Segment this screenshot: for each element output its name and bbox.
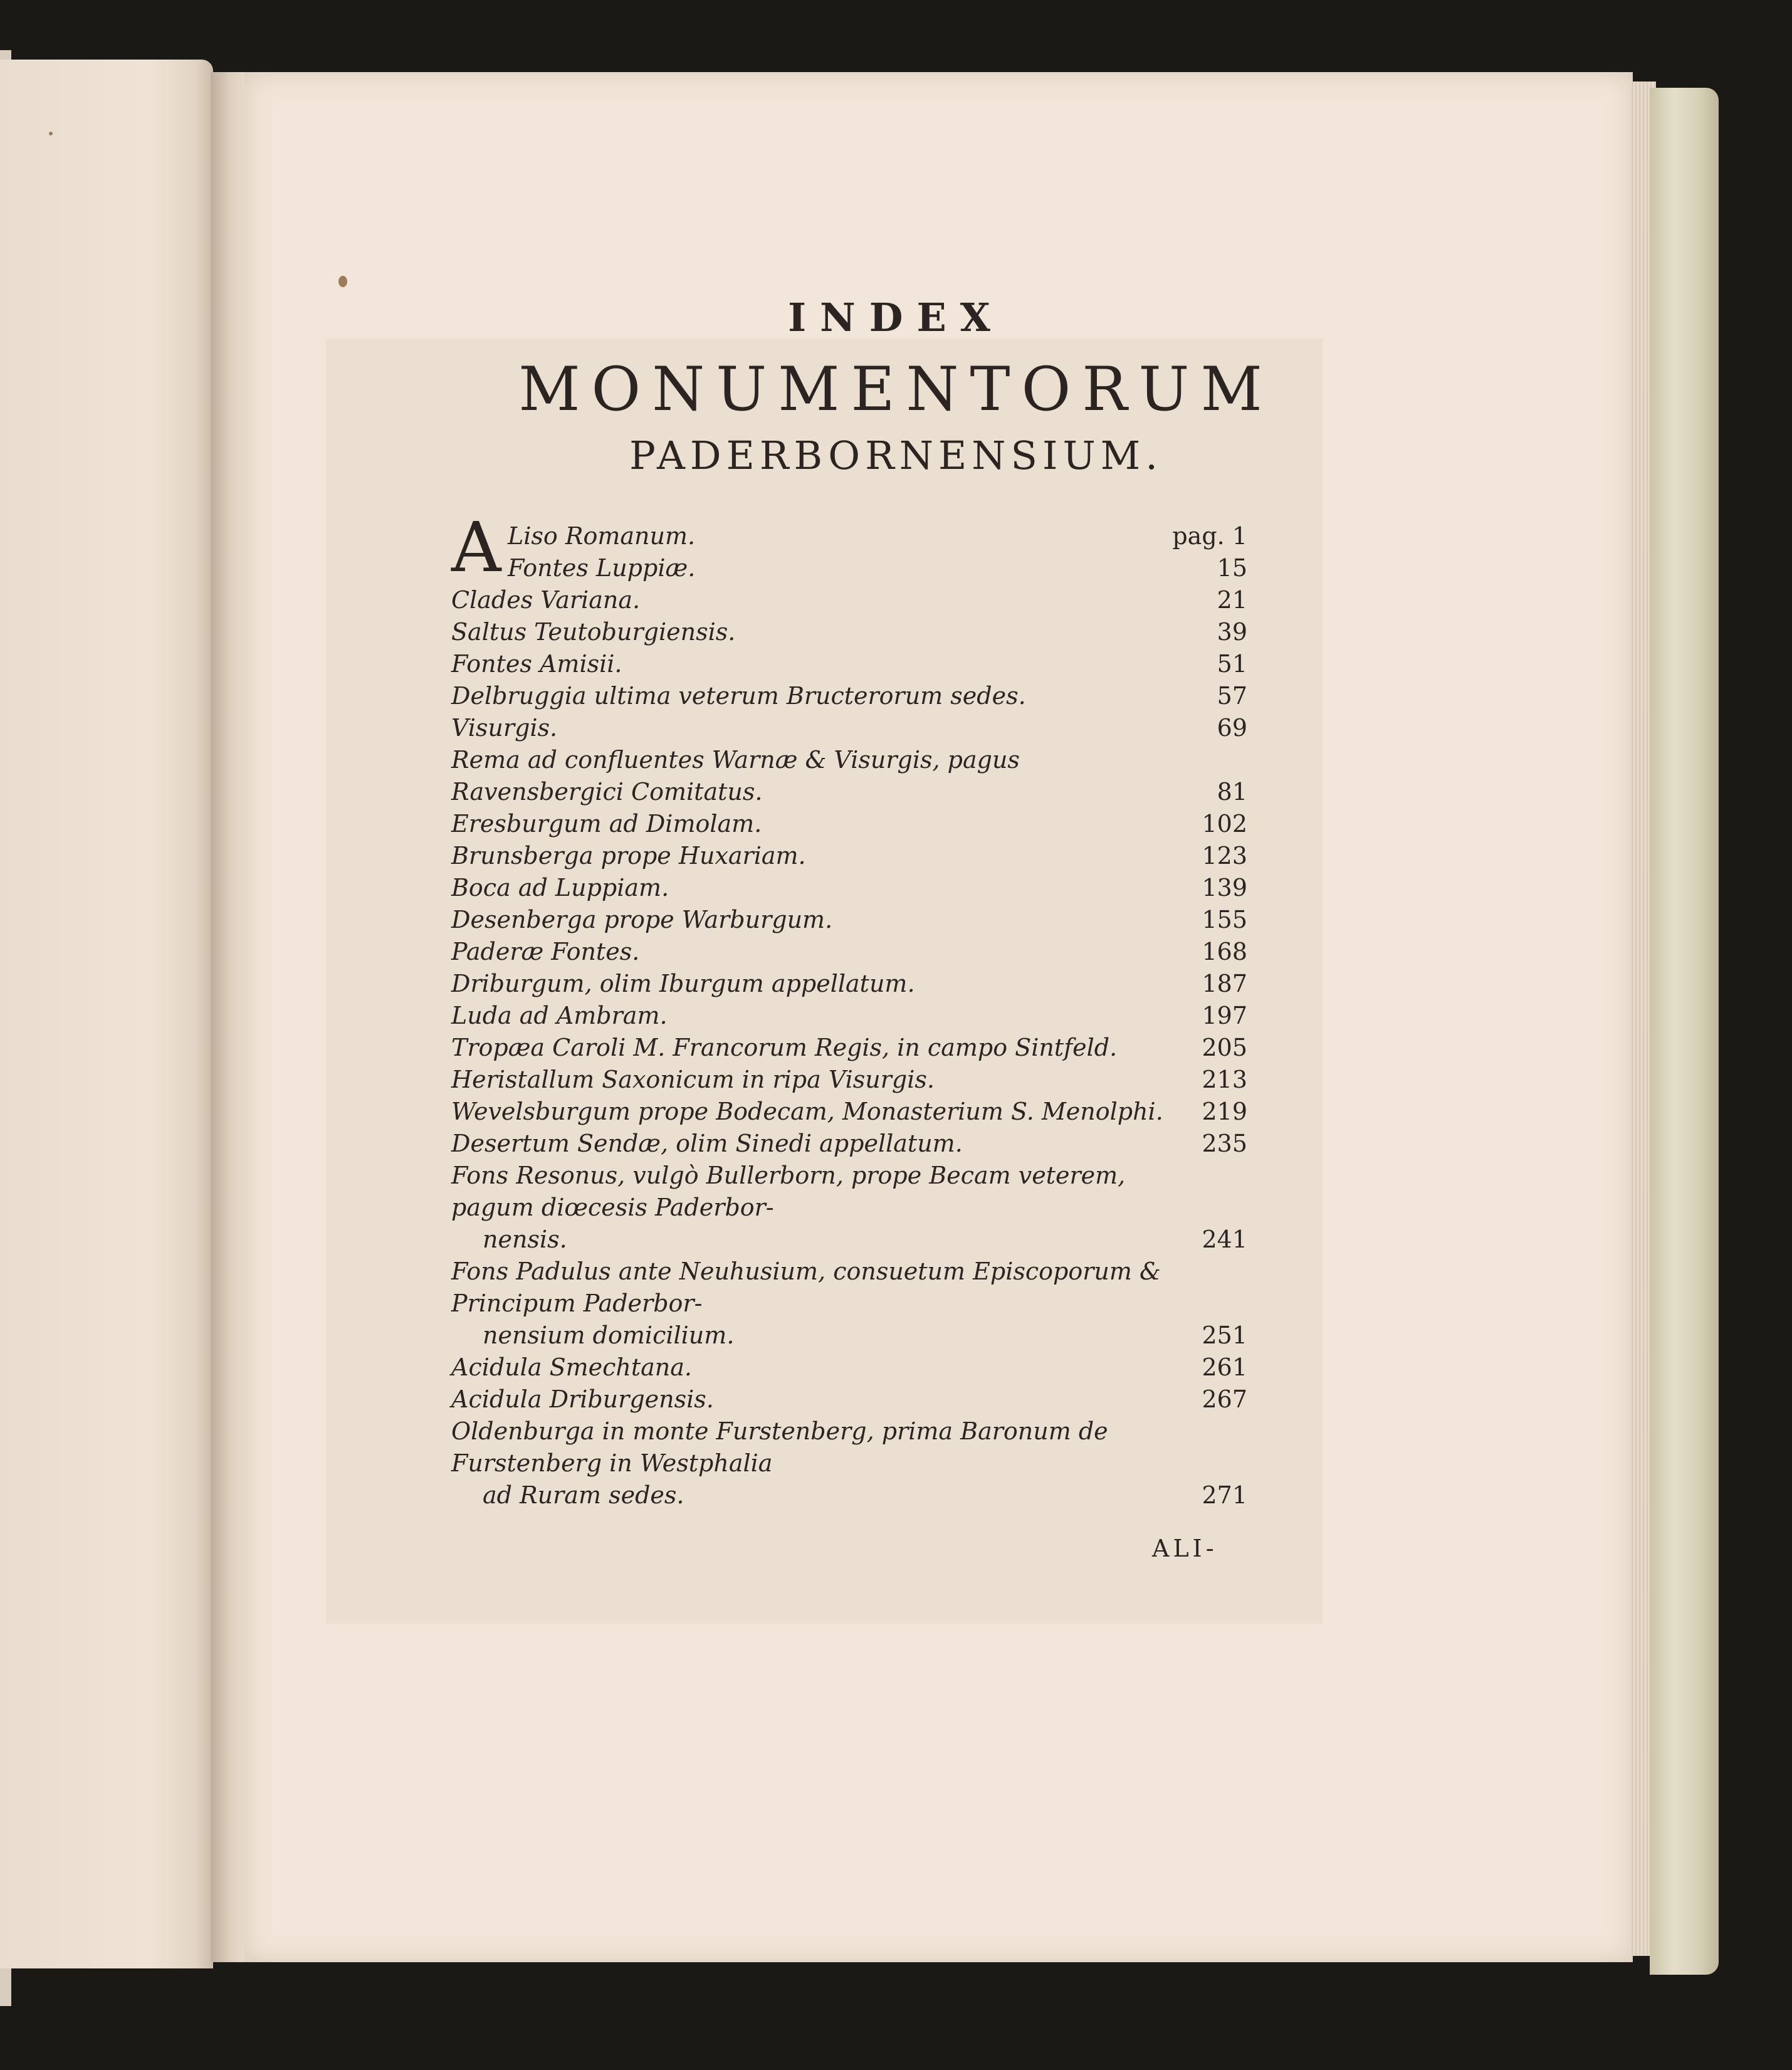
entry-page-number: 102 [1202,810,1247,838]
index-entry [451,1064,1247,1096]
index-entry [451,1352,1247,1384]
entry-page-number: 123 [1202,842,1247,870]
drop-capital: A [451,507,501,587]
entry-title: Acidula Driburgensis. [451,1385,714,1413]
entry-page-number: 39 [1217,618,1247,646]
entry-page-number: 69 [1217,714,1247,742]
index-entry [451,712,1247,744]
entry-title: Desenberga prope Warburgum. [451,906,833,933]
entry-title: Boca ad Luppiam. [451,874,669,901]
index-entry [451,840,1247,872]
entry-title: Heristallum Saxonicum in ripa Visurgis. [451,1066,935,1093]
entry-page-number: 213 [1202,1066,1247,1093]
entry-title: Driburgum, olim Iburgum appellatum. [451,970,915,997]
index-entry [451,936,1247,968]
index-entry [451,808,1247,840]
entry-page-number: 219 [1202,1098,1247,1125]
index-entry [451,1384,1247,1416]
entry-title: Rema ad confluentes Warnæ & Visurgis, pagus Ravensbergici Comitatus. [451,746,1020,806]
entry-page-number: 267 [1202,1385,1247,1413]
entry-page-number: 21 [1217,586,1247,614]
entry-title: Wevelsburgum prope Bodecam, Monasterium S. Menolphi. [451,1098,1163,1125]
foxing-spot [338,276,347,287]
index-entry [451,872,1247,904]
index-entry [451,616,1247,648]
index-entry [451,968,1247,1000]
index-entry [451,1096,1247,1128]
foxing-spot [49,132,53,135]
entry-page-number: 139 [1202,874,1247,901]
index-entry [451,680,1247,712]
index-entry [451,904,1247,936]
entry-page-number: 261 [1202,1353,1247,1381]
index-entry [451,648,1247,680]
entry-title: Desertum Sendæ, olim Sinedi appellatum. [451,1130,963,1157]
title-sub: PADERBORNENSIUM. [629,433,1163,478]
entry-page-number: 241 [1202,1226,1247,1253]
entry-title: Fontes Amisii. [451,650,622,678]
entry-title: Fons Padulus ante Neuhusium, consuetum Episcoporum & Principum Paderbor- [451,1258,1161,1317]
catchword: ALI- [1152,1535,1218,1562]
entry-title: Brunsberga prope Huxariam. [451,842,806,870]
entry-page-number: 57 [1217,682,1247,710]
index-entry [451,520,1247,552]
entry-page-number: 197 [1202,1002,1247,1029]
entry-title: Liso Romanum. [508,522,696,550]
entry-title: Tropæa Caroli M. Francorum Regis, in campo Sintfeld. [451,1034,1118,1061]
entry-title: Visurgis. [451,714,558,742]
index-entry [451,1000,1247,1032]
entry-title-continuation: nensium domicilium. [483,1321,735,1349]
entry-title-continuation: ad Ruram sedes. [483,1481,684,1509]
entry-title: Delbruggia ultima veterum Bructerorum sedes. [451,682,1026,710]
entry-page-number: 251 [1202,1321,1247,1349]
entry-title: Oldenburga in monte Furstenberg, prima Baronum de Furstenberg in Westphalia [451,1417,1108,1477]
entry-page-number: 51 [1217,650,1247,678]
entry-title: Clades Variana. [451,586,641,614]
index-entry [451,1256,1247,1352]
entry-page-number: 271 [1202,1481,1247,1509]
entry-title: Paderæ Fontes. [451,938,640,965]
index-entry [451,1032,1247,1064]
entry-title: Fons Resonus, vulgò Bullerborn, prope Becam veterem, pagum diœcesis Paderbor- [451,1162,1126,1221]
entry-title-continuation: nensis. [483,1226,567,1253]
entry-page-number: 205 [1202,1034,1247,1061]
entry-page-number: 235 [1202,1130,1247,1157]
entry-page-number: 155 [1202,906,1247,933]
title-main: MONUMENTORUM [518,354,1274,424]
index-entry [451,1416,1247,1511]
entry-title: Fontes Luppiæ. [508,554,696,582]
entry-page-number: pag. 1 [1172,522,1247,550]
entry-title: Saltus Teutoburgiensis. [451,618,736,646]
index-entry [451,744,1247,808]
entry-title: Acidula Smechtana. [451,1353,693,1381]
entry-page-number: 187 [1202,970,1247,997]
index-entry [451,1128,1247,1160]
index-entry [451,1160,1247,1256]
left-page [0,60,213,1968]
entry-title: Luda ad Ambram. [451,1002,668,1029]
index-entry [451,552,1247,584]
index-entry [451,584,1247,616]
entry-page-number: 15 [1217,554,1247,582]
entry-page-number: 168 [1202,938,1247,965]
entry-title: Eresburgum ad Dimolam. [451,810,762,838]
entry-page-number: 81 [1217,778,1247,806]
title-index: INDEX [788,295,1004,340]
index-entries [451,520,1247,1511]
